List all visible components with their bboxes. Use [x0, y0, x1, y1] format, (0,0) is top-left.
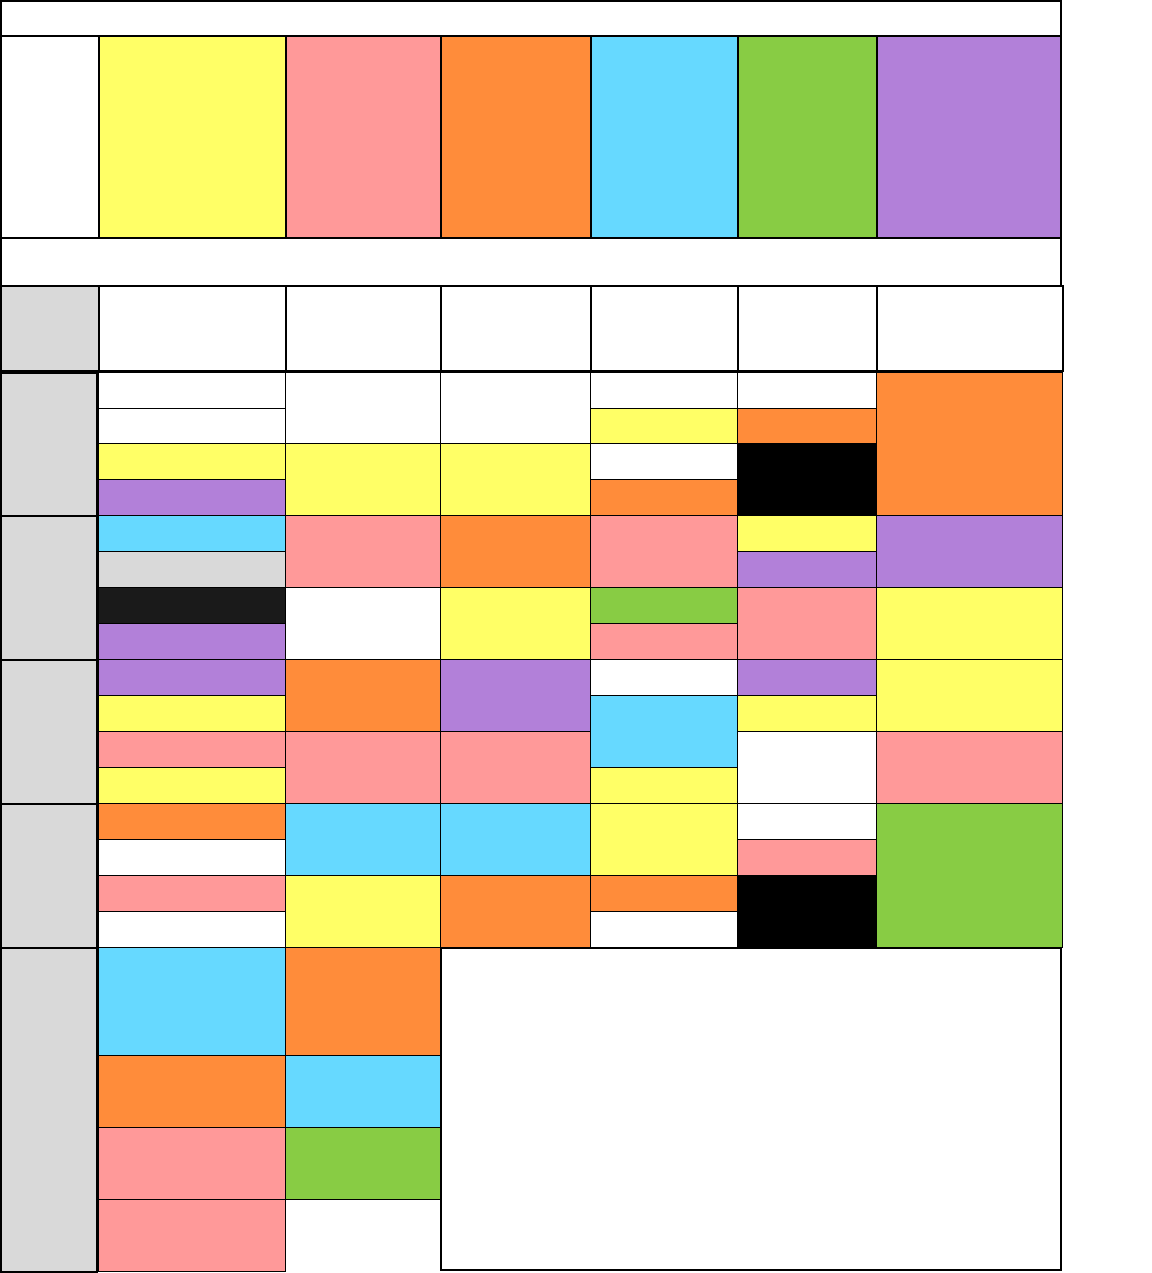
class-slot — [876, 587, 1063, 660]
class-slot — [876, 659, 1063, 732]
venue-header — [737, 285, 878, 372]
class-slot — [98, 839, 286, 876]
class-slot — [440, 659, 591, 732]
class-slot — [98, 623, 286, 660]
class-slot — [876, 731, 1063, 804]
class-slot — [737, 731, 877, 804]
legend-girls-golf — [876, 35, 1062, 239]
no-class-block — [737, 443, 877, 516]
no-class-block — [737, 875, 877, 948]
class-slot — [285, 803, 441, 876]
class-slot — [737, 515, 877, 552]
day-label — [0, 372, 98, 517]
class-slot — [285, 1055, 441, 1128]
class-slot — [98, 731, 286, 768]
venue-corner — [0, 285, 100, 372]
class-slot — [98, 1127, 286, 1200]
class-slot — [98, 587, 286, 624]
class-slot — [98, 659, 286, 696]
class-slot — [98, 803, 286, 840]
class-slot — [737, 372, 877, 409]
class-slot — [590, 479, 738, 516]
class-slot — [876, 803, 1063, 948]
legend-teeny-tees — [0, 35, 100, 239]
class-slot — [285, 659, 441, 732]
class-slot — [590, 695, 738, 768]
venue-header — [590, 285, 739, 372]
day-label — [0, 659, 98, 805]
class-slot — [440, 443, 591, 516]
class-slot — [98, 515, 286, 552]
legend-par — [440, 35, 592, 239]
venue-header — [285, 285, 442, 372]
day-label — [0, 947, 98, 1273]
class-slot — [98, 911, 286, 948]
class-slot — [285, 587, 441, 660]
class-slot — [590, 623, 738, 660]
class-slot — [98, 551, 286, 588]
class-slot — [98, 372, 286, 409]
class-slot — [440, 731, 591, 804]
page-title — [0, 0, 1062, 36]
class-slot — [285, 372, 441, 444]
class-slot — [590, 875, 738, 912]
class-slot — [440, 875, 591, 948]
class-slot — [440, 803, 591, 876]
class-slot — [876, 515, 1063, 588]
day-label — [0, 803, 98, 949]
class-slot — [590, 767, 738, 804]
class-slot — [590, 372, 738, 409]
schedule-title — [0, 239, 1062, 285]
class-slot — [590, 911, 738, 948]
class-slot — [285, 443, 441, 516]
class-slot — [440, 515, 591, 588]
legend-eagle — [737, 35, 878, 239]
class-slot — [737, 551, 877, 588]
class-slot — [590, 408, 738, 444]
class-slot — [590, 659, 738, 696]
class-slot — [98, 947, 286, 1056]
class-slot — [98, 1055, 286, 1128]
class-slot — [98, 767, 286, 804]
class-slot — [285, 1127, 441, 1200]
venue-header — [440, 285, 592, 372]
class-slot — [98, 408, 286, 444]
class-slot — [440, 372, 591, 444]
class-slot — [98, 1199, 286, 1272]
class-slot — [737, 408, 877, 444]
class-slot — [590, 515, 738, 588]
class-slot — [285, 947, 441, 1056]
legend-player-7-8 — [98, 35, 287, 239]
class-slot — [98, 875, 286, 912]
class-slot — [285, 515, 441, 588]
legend-player — [285, 35, 442, 239]
class-slot — [590, 587, 738, 624]
venue-header — [876, 285, 1064, 372]
class-slot — [98, 479, 286, 516]
class-slot — [737, 587, 877, 660]
class-slot — [285, 731, 441, 804]
day-label — [0, 515, 98, 661]
class-slot — [737, 839, 877, 876]
class-slot — [590, 803, 738, 876]
class-slot — [737, 803, 877, 840]
program-info — [440, 947, 1062, 1271]
venue-header — [98, 285, 287, 372]
class-slot — [590, 443, 738, 480]
class-slot — [285, 875, 441, 948]
class-slot — [98, 695, 286, 732]
class-slot — [876, 372, 1063, 516]
legend-birdie — [590, 35, 739, 239]
class-slot — [98, 443, 286, 480]
class-slot — [440, 587, 591, 660]
class-slot — [737, 659, 877, 696]
class-slot — [737, 695, 877, 732]
